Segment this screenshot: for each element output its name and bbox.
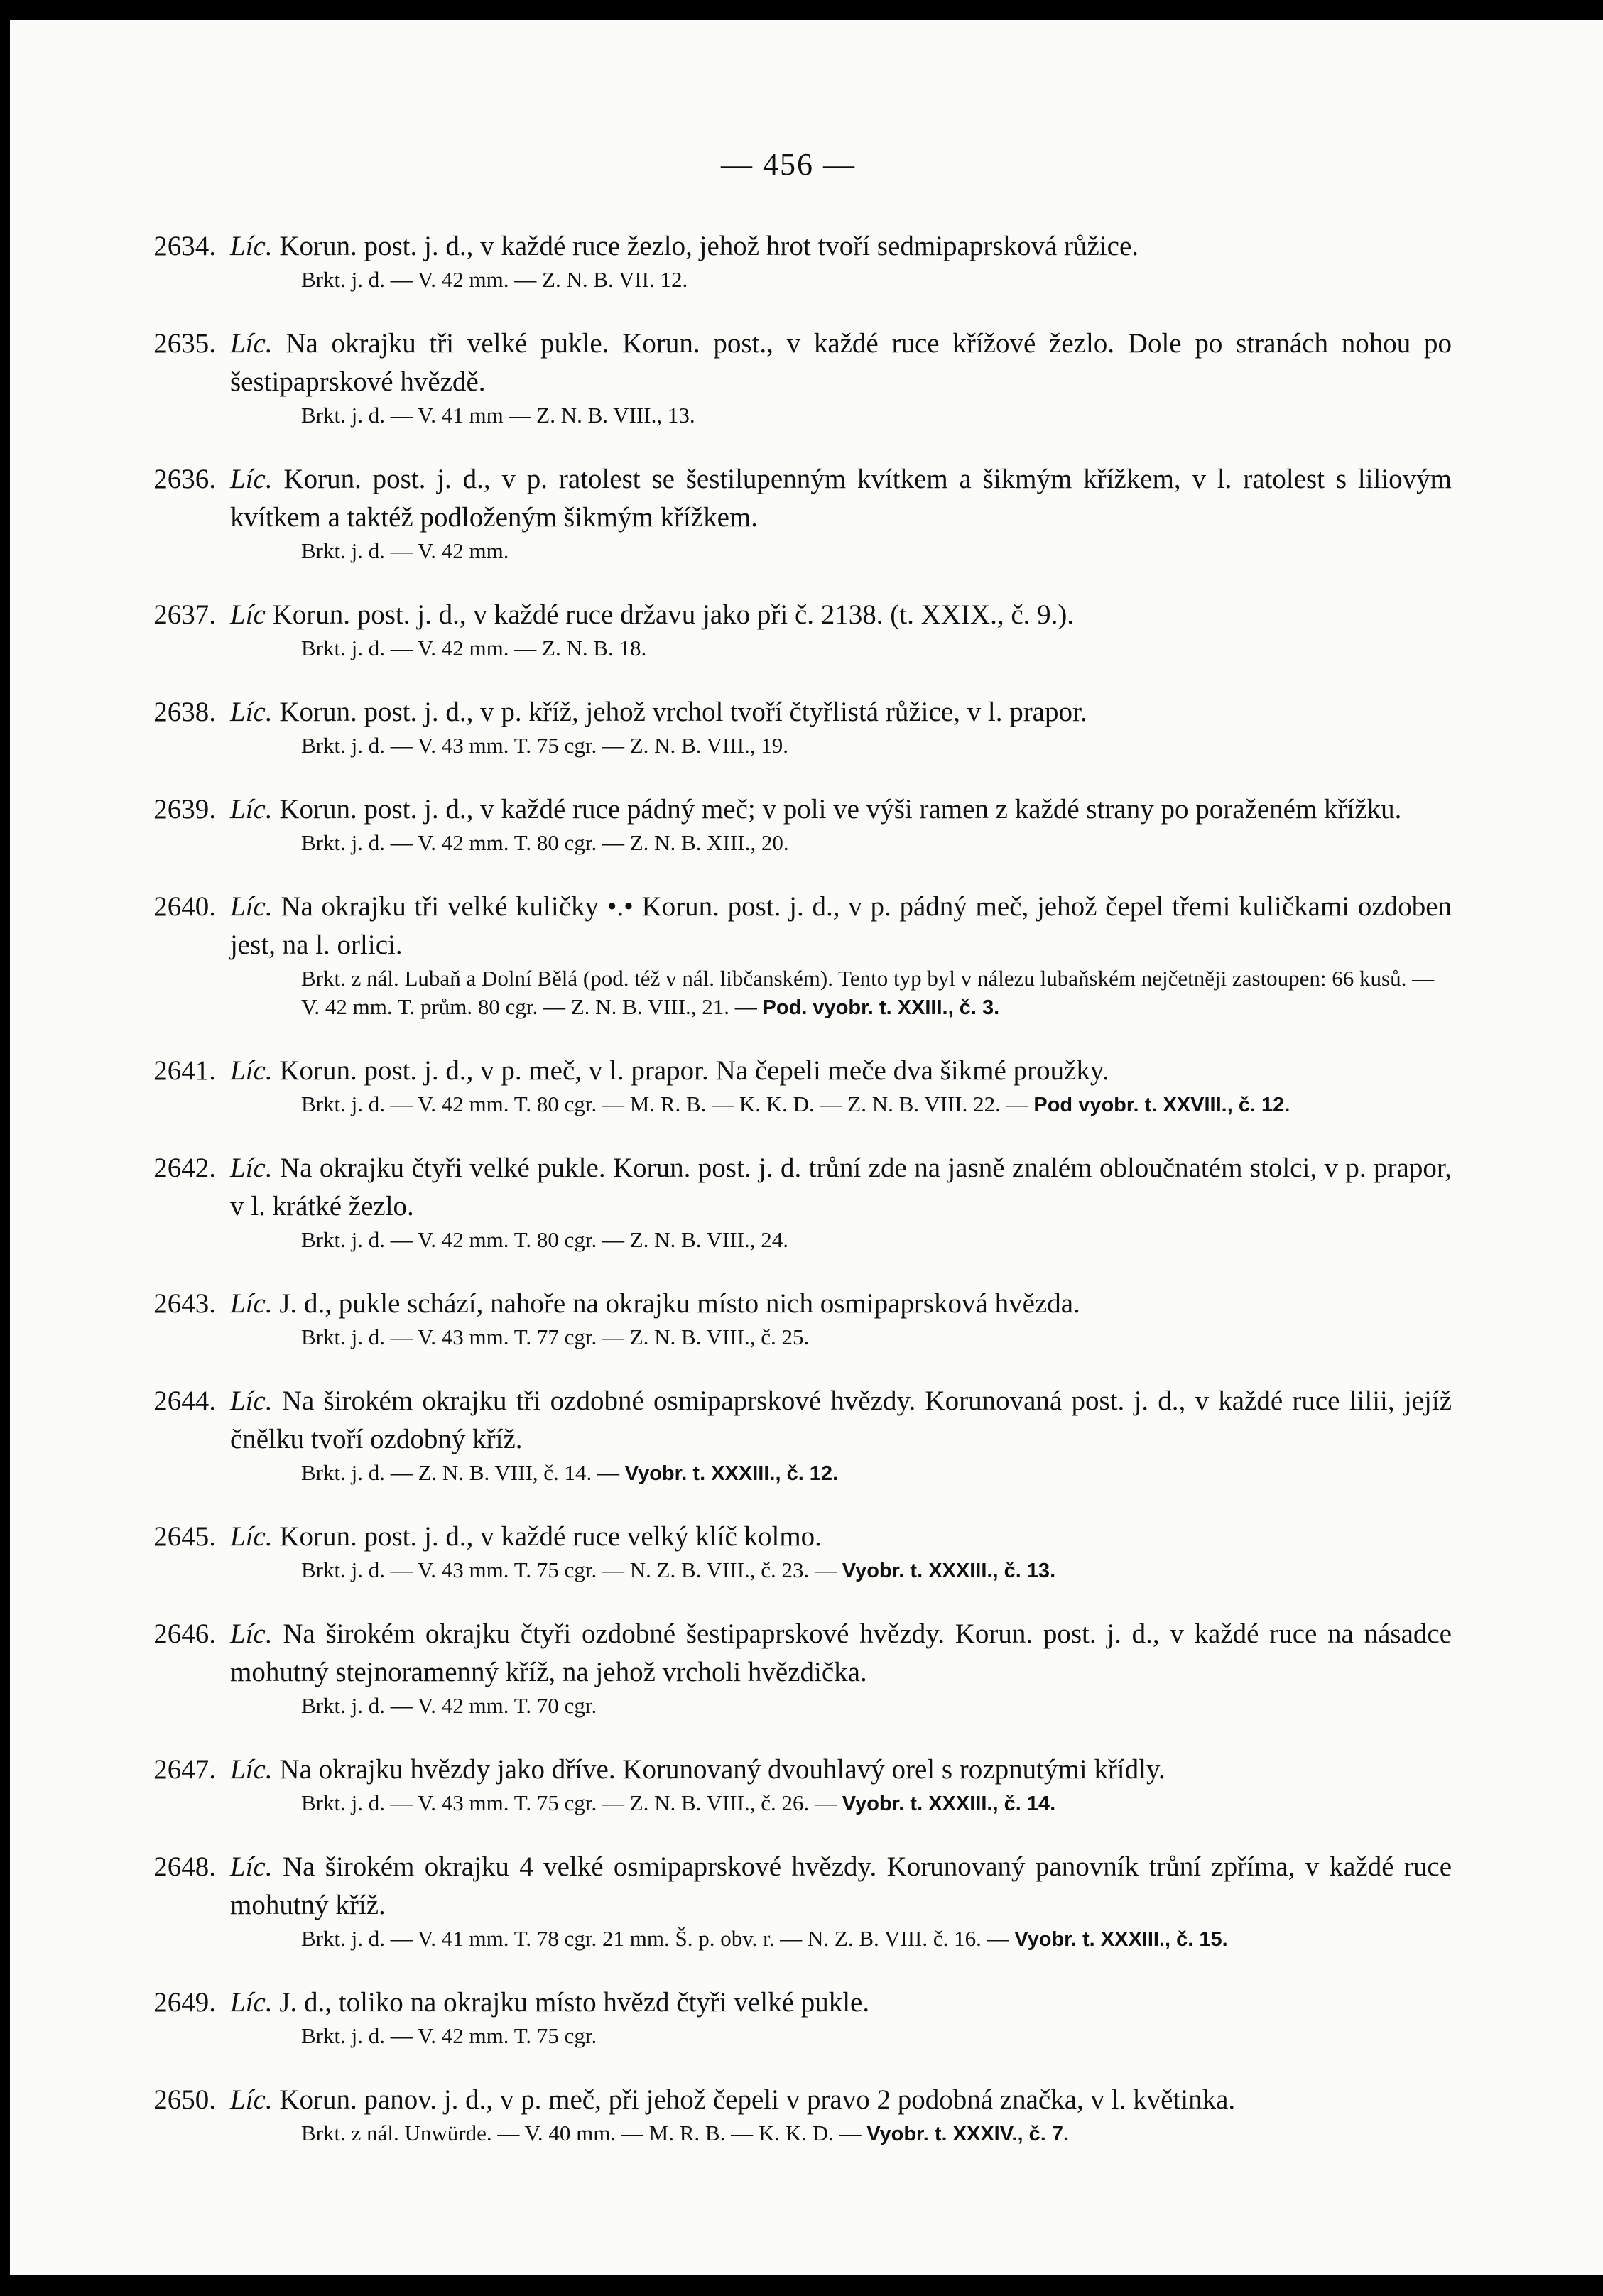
entry-reference xyxy=(230,1323,1452,1352)
entry-reference-text: Brkt. j. d. — V. 42 mm. T. 80 cgr. — M. R. B. — K. K. D. — Z. N. B. VIII. 22. — xyxy=(301,1092,1028,1116)
entry-number: 2646. xyxy=(153,1618,216,1649)
entry-number: 2647. xyxy=(153,1754,216,1785)
coin-entry xyxy=(153,1052,1452,1119)
entry-reference xyxy=(230,634,1452,663)
entry-description xyxy=(230,1984,1452,2022)
entry-text: Na širokém okrajku 4 velké osmipaprskové hvězdy. Korunovaný panovník trůní zpříma, v každé ruce mohutný kříž. xyxy=(230,1851,1452,1920)
entry-side-label: Líc. xyxy=(230,1754,273,1785)
entry-number: 2649. xyxy=(153,1987,216,2018)
entry-reference-text: Brkt. j. d. — V. 41 mm — Z. N. B. VIII., 13. xyxy=(301,403,695,428)
entry-reference xyxy=(230,1226,1452,1255)
entry-reference-text: Brkt. j. d. — V. 42 mm. — Z. N. B. 18. xyxy=(301,636,647,660)
entry-illustration-ref: Vyobr. t. XXXIII., č. 14. xyxy=(842,1792,1056,1815)
adjacent-page-edge xyxy=(1567,20,1603,2275)
entry-description xyxy=(230,1285,1452,1323)
entry-reference xyxy=(230,2022,1452,2051)
coin-entry xyxy=(153,227,1452,295)
entry-text: Korun. post. j. d., v každé ruce velký klíč kolmo. xyxy=(279,1521,822,1552)
coin-entry xyxy=(153,1984,1452,2051)
coin-entry xyxy=(153,1751,1452,1818)
entry-text: Na okrajku tři velké kuličky •.• Korun. post. j. d., v p. pádný meč, jehož čepel třemi kuličkami ozdoben jest, na l. orlici. xyxy=(230,891,1452,960)
entry-side-label: Líc. xyxy=(230,1153,273,1183)
entry-description xyxy=(230,227,1452,266)
entry-number: 2641. xyxy=(153,1055,216,1086)
entry-text: Na širokém okrajku čtyři ozdobné šestipaprskové hvězdy. Korun. post. j. d., v každé ruce na násadce mohutný stejnoramenný kříž, na jehož vrcholi hvězdička. xyxy=(230,1618,1452,1687)
entry-reference-text: Brkt. j. d. — V. 42 mm. T. 75 cgr. xyxy=(301,2023,597,2048)
entry-text: Korun. post. j. d., v p. ratolest se šestilupenným kvítkem a šikmým křížkem, v l. ratolest s liliovým kvítkem a taktéž podloženým šikmým křížkem. xyxy=(230,464,1452,533)
entry-side-label: Líc. xyxy=(230,464,273,494)
coin-entry xyxy=(153,325,1452,430)
entry-text: Na okrajku hvězdy jako dříve. Korunovaný dvouhlavý orel s rozpnutými křídly. xyxy=(279,1754,1165,1785)
entry-description xyxy=(230,1751,1452,1789)
coin-entry xyxy=(153,596,1452,663)
entry-text: J. d., toliko na okrajku místo hvězd čtyři velké pukle. xyxy=(279,1987,870,2018)
entry-side-label: Líc. xyxy=(230,231,273,261)
entry-text: Korun. post. j. d., v p. kříž, jehož vrchol tvoří čtyřlistá růžice, v l. prapor. xyxy=(279,697,1087,727)
entry-text: Korun. post. j. d., v každé ruce državu jako při č. 2138. (t. XXIX., č. 9.). xyxy=(272,599,1075,630)
entry-description xyxy=(230,1848,1452,1925)
coin-entry xyxy=(153,1285,1452,1352)
entry-description xyxy=(230,1149,1452,1226)
entry-illustration-ref: Vyobr. t. XXXIII., č. 13. xyxy=(842,1560,1056,1582)
entry-number: 2648. xyxy=(153,1851,216,1882)
entry-side-label: Líc. xyxy=(230,1386,273,1416)
entry-description xyxy=(230,596,1452,634)
entry-side-label: Líc. xyxy=(230,891,273,922)
entry-description xyxy=(230,693,1452,731)
entry-description xyxy=(230,2081,1452,2119)
entry-side-label: Líc. xyxy=(230,1987,273,2018)
entry-reference xyxy=(230,1556,1452,1585)
entry-number: 2650. xyxy=(153,2084,216,2115)
entry-side-label: Líc. xyxy=(230,1288,273,1319)
entry-number: 2640. xyxy=(153,891,216,922)
entry-side-label: Líc xyxy=(230,599,266,630)
entry-text: J. d., pukle schází, nahoře na okrajku místo nich osmipaprsková hvězda. xyxy=(279,1288,1080,1319)
entry-reference-text: Brkt. j. d. — V. 42 mm. xyxy=(301,538,509,563)
entry-illustration-ref: Vyobr. t. XXXIII., č. 12. xyxy=(624,1462,839,1485)
entry-text: Na okrajku čtyři velké pukle. Korun. post. j. d. trůní zde na jasně znalém obloučnatém stolci, v p. prapor, v l. krátké žezlo. xyxy=(230,1153,1452,1222)
entry-number: 2645. xyxy=(153,1521,216,1552)
entry-reference-text: Brkt. j. d. — V. 42 mm. — Z. N. B. VII. 12. xyxy=(301,267,688,292)
coin-entry xyxy=(153,1382,1452,1488)
entry-number: 2637. xyxy=(153,599,216,630)
entry-text: Na okrajku tři velké pukle. Korun. post., v každé ruce křížové žezlo. Dole po stranách nohou po šestipaprskové hvězdě. xyxy=(230,328,1452,397)
entry-reference-text: Brkt. j. d. — V. 42 mm. T. 70 cgr. xyxy=(301,1693,597,1718)
entry-side-label: Líc. xyxy=(230,794,273,825)
document-page xyxy=(10,20,1567,2275)
entry-text: Korun. post. j. d., v každé ruce žezlo, jehož hrot tvoří sedmipaprsková růžice. xyxy=(279,231,1139,261)
entry-description xyxy=(230,1518,1452,1556)
entry-description xyxy=(230,325,1452,401)
entry-illustration-ref: Pod. vyobr. t. XXIII., č. 3. xyxy=(762,996,1000,1019)
coin-entry xyxy=(153,1149,1452,1255)
coin-entry xyxy=(153,693,1452,761)
entry-reference-text: Brkt. z nál. Lubaň a Dolní Bělá (pod. též v nál. libčanském). Tento typ byl v nálezu lubaňském nejčetněji zastoupen: 66 kusů. — V. 42 mm. T. prům. 80 cgr. — Z. N. B. VIII., 21. — xyxy=(301,966,1435,1019)
entry-reference-text: Brkt. j. d. — V. 42 mm. T. 80 cgr. — Z. N. B. VIII., 24. xyxy=(301,1227,789,1252)
entry-reference-text: Brkt. j. d. — V. 42 mm. T. 80 cgr. — Z. N. B. XIII., 20. xyxy=(301,830,789,855)
entry-side-label: Líc. xyxy=(230,1618,273,1649)
entry-reference-text: Brkt. j. d. — V. 43 mm. T. 77 cgr. — Z. N. B. VIII., č. 25. xyxy=(301,1324,810,1349)
entry-reference-text: Brkt. j. d. — V. 41 mm. T. 78 cgr. 21 mm. Š. p. obv. r. — N. Z. B. VIII. č. 16. — xyxy=(301,1926,1009,1951)
entry-reference xyxy=(230,537,1452,566)
entry-number: 2638. xyxy=(153,697,216,727)
entry-side-label: Líc. xyxy=(230,1055,273,1086)
coin-entry xyxy=(153,790,1452,858)
entry-reference-text: Brkt. z nál. Unwürde. — V. 40 mm. — M. R. B. — K. K. D. — xyxy=(301,2121,862,2145)
entry-illustration-ref: Vyobr. t. XXXIII., č. 15. xyxy=(1014,1928,1228,1951)
entry-reference xyxy=(230,266,1452,295)
entry-illustration-ref: Vyobr. t. XXXIV., č. 7. xyxy=(866,2123,1070,2145)
entry-description xyxy=(230,1052,1452,1090)
entry-reference xyxy=(230,2119,1452,2148)
coin-entry xyxy=(153,1518,1452,1585)
entry-description xyxy=(230,1615,1452,1692)
entry-number: 2635. xyxy=(153,328,216,359)
entry-illustration-ref: Pod vyobr. t. XXVIII., č. 12. xyxy=(1033,1094,1290,1116)
entry-reference xyxy=(230,1090,1452,1119)
entry-description xyxy=(230,460,1452,537)
entry-side-label: Líc. xyxy=(230,697,273,727)
entry-reference-text: Brkt. j. d. — V. 43 mm. T. 75 cgr. — Z. N. B. VIII., 19. xyxy=(301,733,789,758)
entry-description xyxy=(230,1382,1452,1459)
entry-number: 2644. xyxy=(153,1386,216,1416)
entry-description xyxy=(230,790,1452,829)
coin-entry xyxy=(153,460,1452,566)
entry-side-label: Líc. xyxy=(230,1851,273,1882)
entry-reference xyxy=(230,964,1452,1022)
coin-entries-list xyxy=(153,227,1452,2178)
entry-description xyxy=(230,888,1452,964)
entry-side-label: Líc. xyxy=(230,1521,273,1552)
coin-entry xyxy=(153,1848,1452,1954)
entry-reference xyxy=(230,731,1452,761)
entry-number: 2643. xyxy=(153,1288,216,1319)
entry-text: Korun. panov. j. d., v p. meč, při jehož čepeli v pravo 2 podobná značka, v l. květinka. xyxy=(279,2084,1236,2115)
coin-entry xyxy=(153,888,1452,1022)
entry-text: Na širokém okrajku tři ozdobné osmipaprskové hvězdy. Korunovaná post. j. d., v každé ruce lilii, jejíž čnělku tvoří ozdobný kříž. xyxy=(230,1386,1452,1454)
entry-reference xyxy=(230,1459,1452,1488)
page-number: — 456 — xyxy=(721,147,856,182)
entry-reference xyxy=(230,401,1452,430)
entry-number: 2636. xyxy=(153,464,216,494)
entry-side-label: Líc. xyxy=(230,2084,273,2115)
entry-reference-text: Brkt. j. d. — Z. N. B. VIII, č. 14. — xyxy=(301,1460,620,1485)
entry-reference-text: Brkt. j. d. — V. 43 mm. T. 75 cgr. — Z. N. B. VIII., č. 26. — xyxy=(301,1790,837,1815)
entry-reference xyxy=(230,1789,1452,1818)
entry-reference-text: Brkt. j. d. — V. 43 mm. T. 75 cgr. — N. Z. B. VIII., č. 23. — xyxy=(301,1557,837,1582)
entry-number: 2639. xyxy=(153,794,216,825)
entry-reference xyxy=(230,829,1452,858)
entry-reference xyxy=(230,1925,1452,1954)
coin-entry xyxy=(153,2081,1452,2148)
entry-reference xyxy=(230,1692,1452,1721)
entry-side-label: Líc. xyxy=(230,328,273,359)
entry-number: 2634. xyxy=(153,231,216,261)
entry-text: Korun. post. j. d., v každé ruce pádný meč; v poli ve výši ramen z každé strany po poraženém křížku. xyxy=(279,794,1402,825)
entry-text: Korun. post. j. d., v p. meč, v l. prapor. Na čepeli meče dva šikmé proužky. xyxy=(279,1055,1109,1086)
entry-number: 2642. xyxy=(153,1153,216,1183)
coin-entry xyxy=(153,1615,1452,1721)
